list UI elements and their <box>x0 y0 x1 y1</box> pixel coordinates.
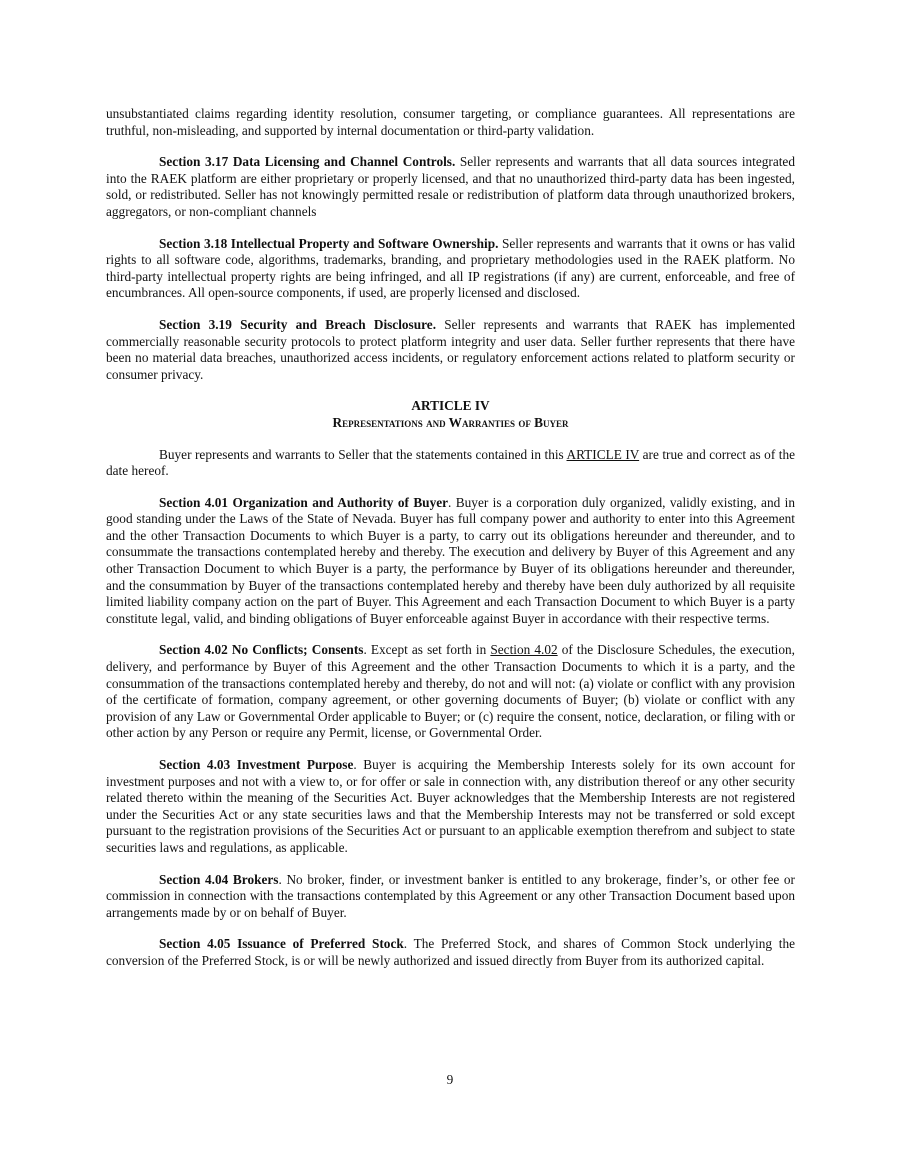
section-3-19-heading: Section 3.19 Security and Breach Disclosure. <box>159 316 437 332</box>
section-4-04-body: . No broker, finder, or investment banker is entitled to any brokerage, finder’s, or other fee or commission in connection with the transactions contemplated by this Agreement or any other Transaction Document based upon arrangements made by or on behalf of Buyer. <box>106 871 795 920</box>
page-number: 9 <box>446 1072 454 1087</box>
section-4-04 <box>106 872 795 922</box>
article-intro-before: Buyer represents and warrants to Seller that the statements contained in this <box>159 446 567 462</box>
paragraph-text: unsubstantiated claims regarding identity resolution, consumer targeting, or compliance guarantees. All representations are truthful, non-misleading, and supported by internal documentation or third-party validation. <box>106 106 795 138</box>
article-title: ARTICLE IV <box>411 398 490 414</box>
section-4-03-heading: Section 4.03 Investment Purpose <box>159 757 354 772</box>
section-3-17-heading: Section 3.17 Data Licensing and Channel Controls. <box>159 154 456 170</box>
section-4-01 <box>106 495 795 628</box>
section-3-19 <box>106 317 795 383</box>
section-4-05-body: . The Preferred Stock, and shares of Common Stock underlying the conversion of the Preferred Stock, is or will be newly authorized and issued directly from Buyer from its authorized capital. <box>106 936 796 968</box>
article-iv-link[interactable]: ARTICLE IV <box>566 446 640 462</box>
section-4-03-body: . Buyer is acquiring the Membership Interests solely for its own account for investment purposes and not with a view to, or for offer or sale in connection with, any distribution thereof or any other security related thereto within the meaning of the Securities Act. Buyer acknowledges that the Membership Interests are not registered under the Securities Act or any state securities laws and that the Membership Interests may not be transferred or sold except pursuant to the registration provisions of the Securities Act or pursuant to an applicable exemption therefrom and subject to state securities laws and regulations, as applicable. <box>106 757 796 855</box>
document-page <box>106 106 795 985</box>
paragraph-continuation <box>106 106 795 139</box>
article-intro <box>106 447 795 480</box>
section-4-01-heading: Section 4.01 Organization and Authority of Buyer <box>159 494 449 510</box>
section-4-01-body: . Buyer is a corporation duly organized, validly existing, and in good standing under the Laws of the State of Nevada. Buyer has full company power and authority to enter into this Agreement and the other Transaction Documents to which Buyer is a party, to carry out its obligations hereunder and thereunder, and to consummate the transactions contemplated hereby and thereby. The execution and delivery by Buyer of this Agreement and any other Transaction Document to which Buyer is a party, the performance by Buyer of its obligations hereunder and thereunder, and the consummation by Buyer of the transactions contemplated hereby and thereby have been duly authorized by all requisite limited liability company action on the part of Buyer. This Agreement and each Transaction Document to which Buyer is a party constitute legal, valid, and binding obligations of Buyer enforceable against Buyer in accordance with their respective terms. <box>106 494 795 626</box>
section-3-17 <box>106 154 795 220</box>
section-4-05-heading: Section 4.05 Issuance of Preferred Stock <box>159 936 404 952</box>
section-4-03 <box>106 757 795 857</box>
section-4-02 <box>106 642 795 742</box>
section-4-05 <box>106 936 795 969</box>
section-4-02-heading: Section 4.02 No Conflicts; Consents <box>159 642 364 658</box>
section-4-02-body-after: of the Disclosure Schedules, the execution, delivery, and performance by Buyer of this Agreement and the other Transaction Documents to which it is a party, and the consummation of the transactions contemplated hereby and thereby, do not and will not: (a) violate or conflict with any provision of the certificate of formation, company agreement, or other governing documents of Buyer; (b) violate or conflict with any provision of any Law or Governmental Order applicable to Buyer; or (c) require the consent, notice, declaration, or filing with or other action by any Person or require any Permit, license, or Governmental Order. <box>106 642 795 741</box>
section-3-18 <box>106 236 795 302</box>
section-4-04-heading: Section 4.04 Brokers <box>159 871 279 887</box>
article-heading <box>106 398 795 431</box>
article-subtitle: Representations and Warranties of Buyer <box>332 414 569 430</box>
section-3-18-heading: Section 3.18 Intellectual Property and Software Ownership. <box>159 235 499 251</box>
section-3-17-body: Seller represents and warrants that all data sources integrated into the RAEK platform are either proprietary or properly licensed, and that no unauthorized third-party data has been ingested, sold, or redistributed. Seller has not knowingly permitted resale or redistribution of platform data through unauthorized brokers, aggregators, or non-compliant channels <box>106 154 795 219</box>
section-4-02-body-before: . Except as set forth in <box>363 642 491 658</box>
section-3-19-body: Seller represents and warrants that RAEK has implemented commercially reasonable security protocols to protect platform integrity and user data. Seller further represents that there have been no material data breaches, unauthorized access incidents, or regulatory enforcement actions related to platform security or consumer privacy. <box>106 316 795 382</box>
article-intro-after: are true and correct as of the date hereof. <box>106 446 795 479</box>
section-4-02-link[interactable]: Section 4.02 <box>490 642 558 658</box>
section-3-18-body: Seller represents and warrants that it owns or has valid rights to all software code, algorithms, trademarks, branding, and proprietary methodologies used in the RAEK platform. No third-party intellectual property rights are being infringed, and all IP registrations (if any) are current, enforceable, and free of encumbrances. All open-source components, if used, are properly licensed and disclosed. <box>106 235 795 301</box>
